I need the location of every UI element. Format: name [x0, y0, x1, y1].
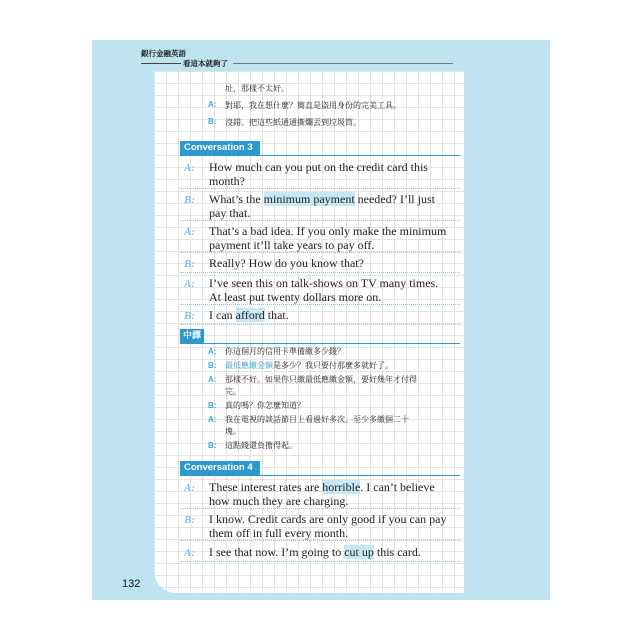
- translation-speaker: A:: [208, 347, 217, 356]
- book-title: 銀行金融英語: [141, 49, 186, 58]
- section-rule: [180, 475, 460, 476]
- dialogue-line: How much can you put on the credit card this: [209, 160, 428, 174]
- text-segment: this card.: [373, 545, 421, 559]
- dialogue-line: how much they are charging.: [209, 494, 349, 508]
- text-segment: I see that now. I’m going to: [209, 545, 345, 559]
- text-segment: 是多少？我只要付那麼多就好了。: [273, 361, 393, 370]
- dialogue-text: [209, 512, 461, 540]
- text-segment: 那樣不好。如果你只繳最低應繳金額，要好幾年才付得: [225, 375, 417, 384]
- dialogue-row: [180, 192, 460, 221]
- dialogue-line: payment it’ll take years to pay off.: [209, 238, 375, 252]
- translation-speaker: A:: [208, 375, 217, 384]
- speaker-label: B:: [184, 514, 195, 526]
- conversation-3-heading: Conversation 3: [180, 141, 260, 155]
- text-segment: These interest rates are: [209, 480, 323, 494]
- translation-heading: 中譯: [180, 329, 204, 343]
- conversation-4-heading: Conversation 4: [180, 461, 260, 475]
- translation-text: 這點錢還負擔得起。: [225, 441, 297, 450]
- dialogue-row: [180, 308, 460, 325]
- translation-speaker: A:: [208, 415, 217, 424]
- dialogue-row: [180, 276, 460, 305]
- translation-speaker: B:: [208, 441, 217, 450]
- book-subtitle: 看這本就夠了: [183, 59, 228, 68]
- dialogue-row: [180, 512, 460, 541]
- section-rule: [180, 343, 460, 344]
- translation-text: [225, 360, 465, 372]
- text-segment: 完。: [225, 387, 241, 396]
- dialogue-text: [209, 224, 461, 252]
- dialogue-text: [209, 160, 461, 188]
- text-segment: . I can’t believe: [360, 480, 435, 494]
- text-segment: that.: [264, 308, 289, 322]
- speaker-label: B:: [184, 258, 195, 270]
- text-segment: 塊。: [225, 427, 241, 436]
- dialogue-line: That’s a bad idea. If you only make the minimum: [209, 224, 447, 238]
- dialogue-row: [180, 224, 460, 253]
- translation-text: [225, 414, 465, 438]
- speaker-label: A:: [184, 482, 195, 494]
- translation-highlight: 最低應繳金額: [225, 361, 273, 370]
- dialogue-line: pay that.: [209, 206, 251, 220]
- prev-speaker: A:: [208, 100, 217, 109]
- dialogue-line: I’ve seen this on talk-shows on TV many times.: [209, 276, 439, 290]
- prev-line-text: 對耶，我在想什麼？簡直是盜用身份的完美工具。: [225, 101, 401, 110]
- header-rule-right: [233, 63, 453, 64]
- prev-line-text: 址，那樣不太好。: [225, 84, 289, 93]
- dialogue-line: [209, 545, 461, 559]
- translation-speaker: B:: [208, 401, 217, 410]
- vocab-highlight: cut up: [344, 545, 374, 559]
- translation-text: 你這個月的信用卡準備繳多少錢？: [225, 347, 345, 356]
- vocab-highlight: horrible: [322, 480, 361, 494]
- dialogue-text: [209, 308, 461, 322]
- dialogue-row: [180, 545, 460, 562]
- vocab-highlight: minimum payment: [263, 192, 355, 206]
- page-number: 132: [122, 578, 141, 590]
- dialogue-text: [209, 276, 461, 304]
- text-segment: I can: [209, 308, 236, 322]
- speaker-label: A:: [184, 547, 195, 559]
- dialogue-row: [180, 160, 460, 189]
- prev-line-text: 沒錯。把這些紙通通撕爛丟到垃圾筒。: [225, 118, 361, 127]
- text-segment: 我在電視的談話節目上看過好多次。至少多繳個二十: [225, 415, 409, 424]
- speaker-label: A:: [184, 278, 195, 290]
- text-segment: needed? I’ll just: [354, 192, 435, 206]
- dialogue-line: them off in full every month.: [209, 526, 349, 540]
- dialogue-row: [180, 480, 460, 509]
- translation-text: [225, 374, 465, 398]
- dialogue-line: [209, 480, 461, 494]
- translation-speaker: B:: [208, 361, 217, 370]
- speaker-label: A:: [184, 162, 195, 174]
- prev-speaker: B:: [208, 117, 217, 126]
- dialogue-line: I know. Credit cards are only good if you can pay: [209, 512, 447, 526]
- speaker-label: A:: [184, 226, 195, 238]
- header-rule-left: [141, 63, 181, 64]
- translation-text: 真的嗎？你怎麼知道？: [225, 401, 305, 410]
- dialogue-line: Really? How do you know that?: [209, 256, 364, 270]
- text-segment: What’s the: [209, 192, 264, 206]
- speaker-label: B:: [184, 310, 195, 322]
- vocab-highlight: afford: [235, 308, 265, 322]
- dialogue-line: At least put twenty dollars more on.: [209, 290, 382, 304]
- section-rule: [180, 155, 460, 156]
- speaker-label: B:: [184, 194, 195, 206]
- dialogue-text: [209, 192, 461, 220]
- dialogue-text: [209, 545, 461, 559]
- dialogue-text: [209, 256, 461, 270]
- dialogue-row: [180, 256, 460, 273]
- dialogue-line: [209, 192, 461, 206]
- dialogue-line: [209, 308, 461, 322]
- dialogue-text: [209, 480, 461, 508]
- dialogue-line: month?: [209, 174, 245, 188]
